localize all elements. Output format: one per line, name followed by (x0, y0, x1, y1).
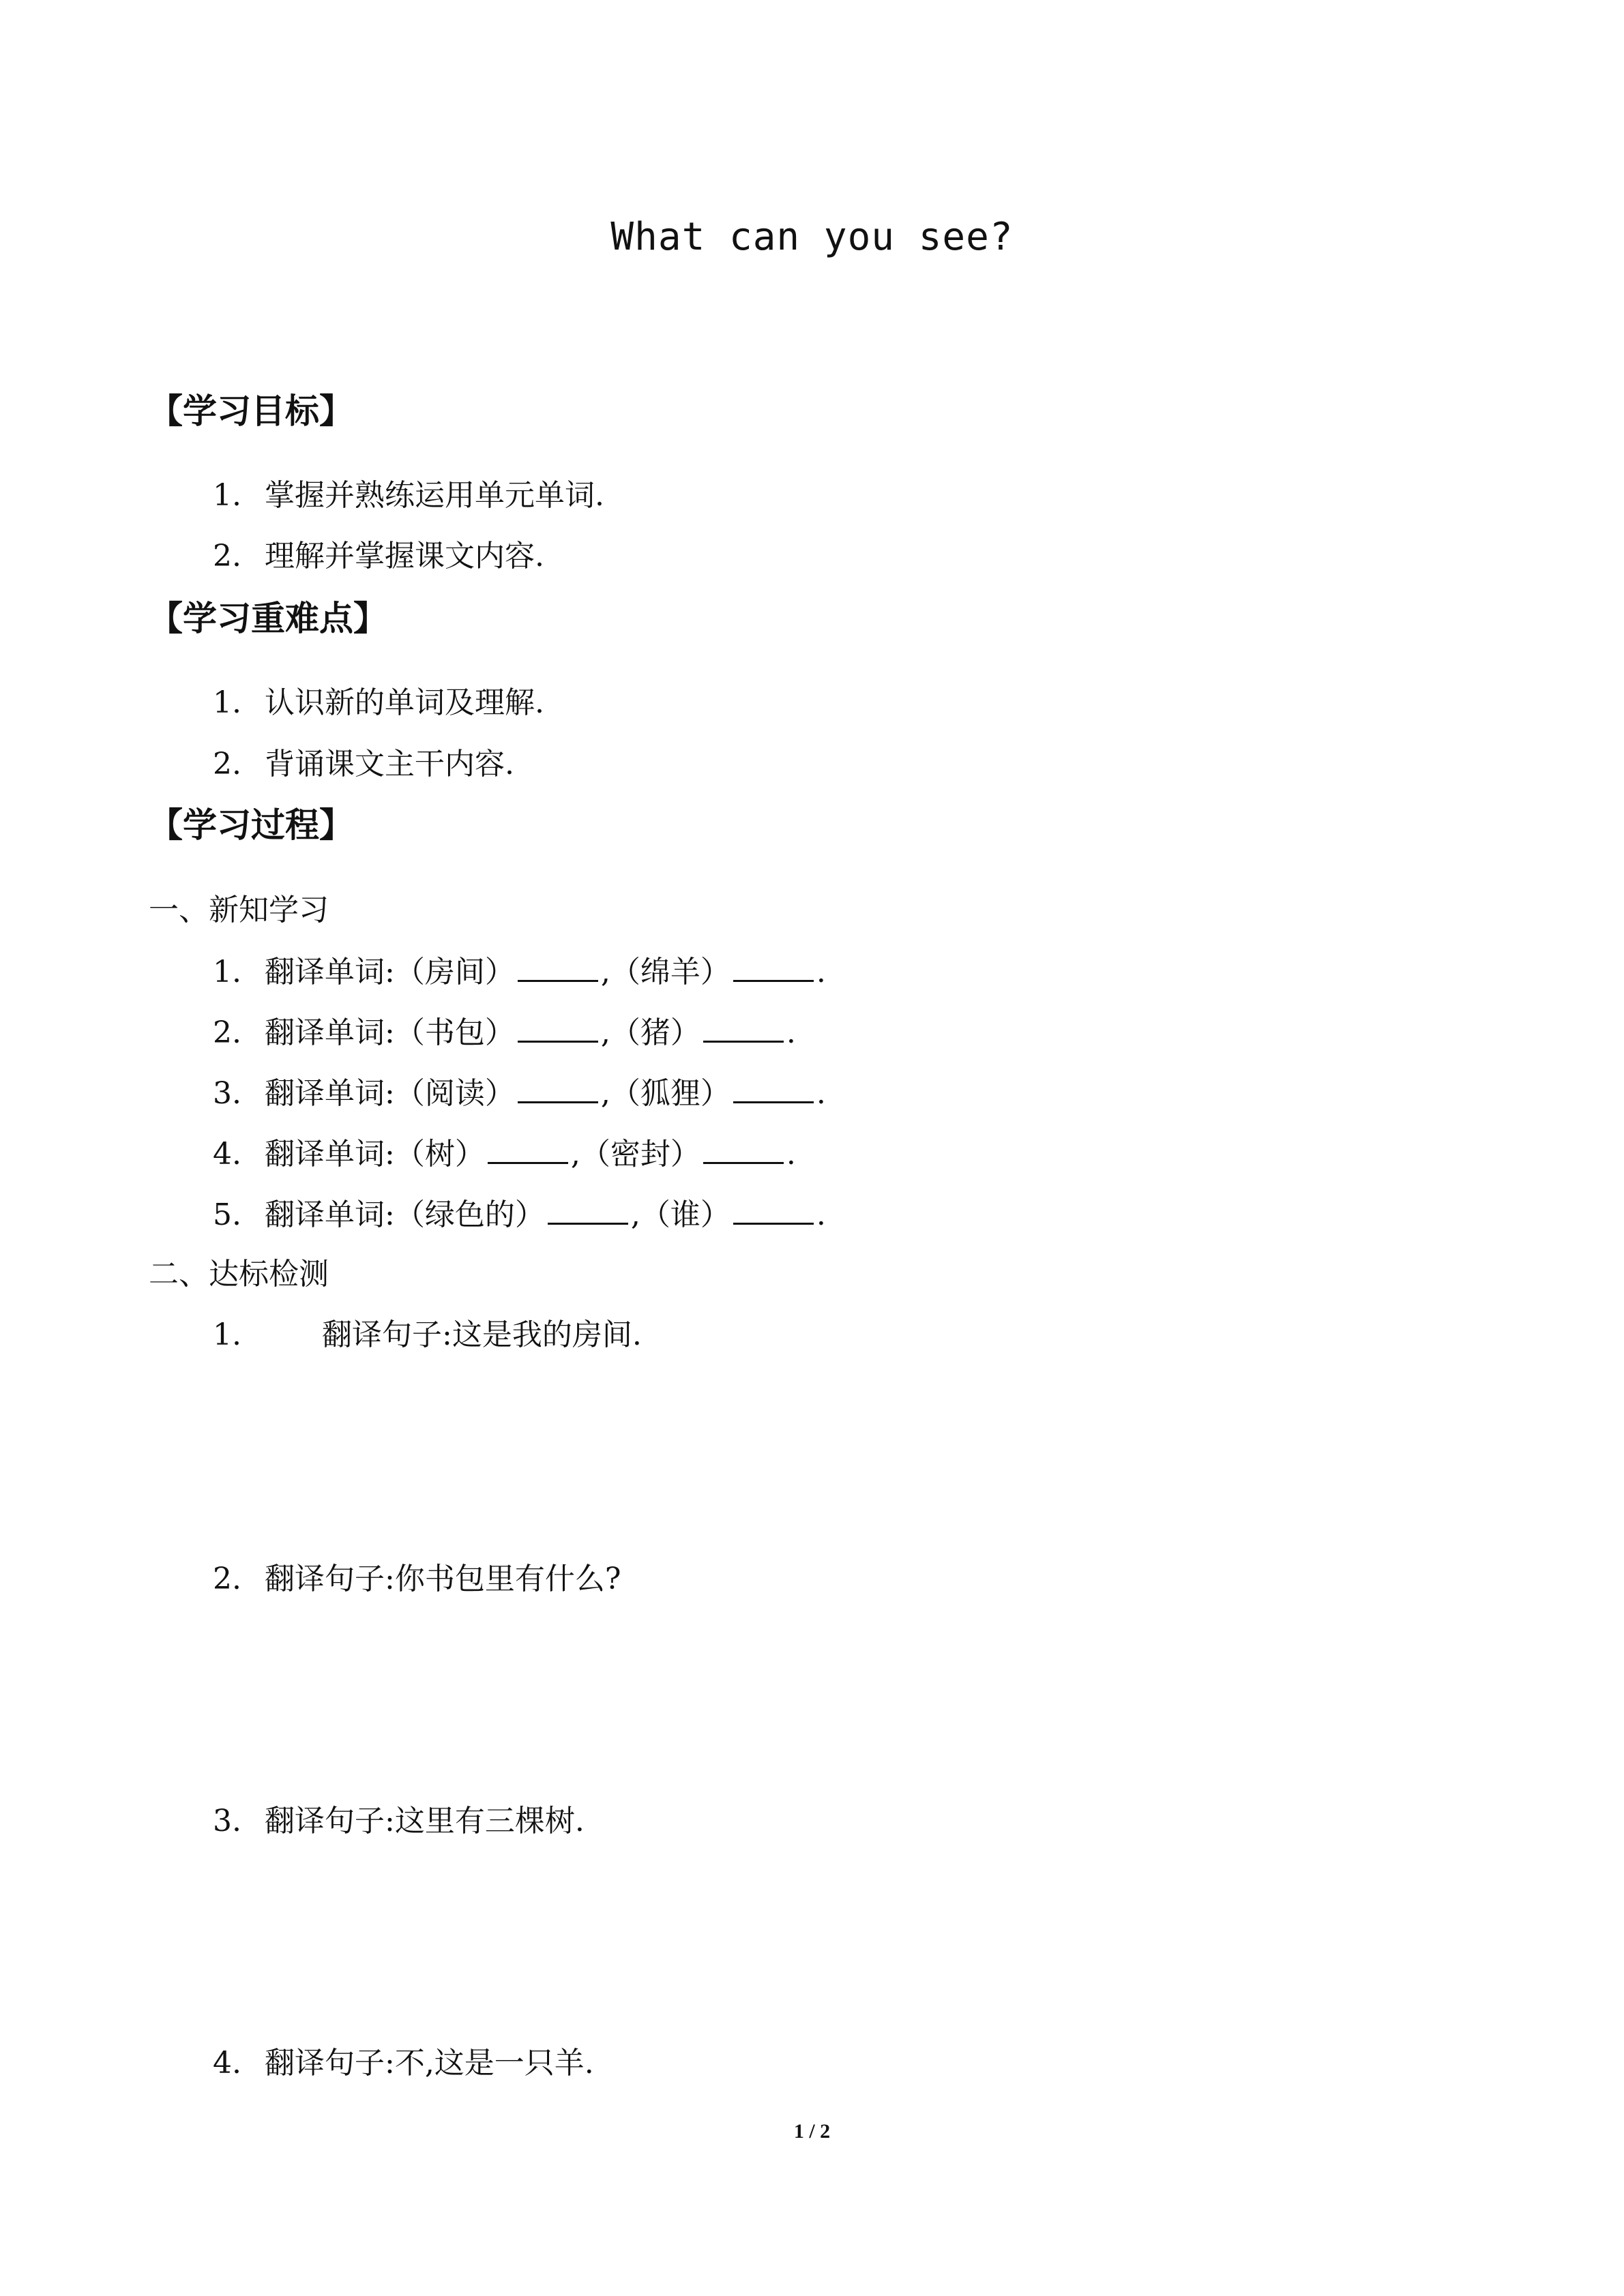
item-number: 2. (213, 539, 241, 573)
sentence-translation-item: 3. 翻译句子:这里有三棵树. (213, 1804, 585, 1838)
word-translation-item: 1. 翻译单词:（房间） ,（绵羊） . (213, 950, 826, 994)
answer-blank[interactable] (733, 1193, 814, 1225)
answer-blank[interactable] (518, 950, 598, 982)
sentence-translation-item: 4. 翻译句子:不,这是一只羊. (213, 2046, 594, 2081)
item-text: 理解并掌握课文内容. (265, 539, 544, 573)
item-text: 认识新的单词及理解. (265, 685, 544, 720)
sentence-translation-item: 1. 翻译句子:这是我的房间. (213, 1317, 642, 1352)
item-number: 1. (213, 478, 241, 513)
sentence-translation-item: 2. 翻译句子:你书包里有什么? (213, 1562, 621, 1596)
answer-blank[interactable] (703, 1132, 784, 1164)
word-translation-item: 4. 翻译单词:（树） ,（密封） . (213, 1132, 796, 1176)
word-translation-item: 3. 翻译单词:（阅读） ,（狐狸） . (213, 1071, 826, 1115)
item-text: 背诵课文主干内容. (265, 747, 514, 781)
subsection-label-assessment: 二、达标检测 (149, 1257, 329, 1292)
subsection-label-new-knowledge: 一、新知学习 (149, 893, 329, 927)
list-item (213, 743, 514, 786)
word-translation-item: 5. 翻译单词:（绿色的） ,（谁） . (213, 1193, 826, 1236)
answer-blank[interactable] (518, 1011, 598, 1043)
section-heading-goals: 【学习目标】 (149, 391, 353, 431)
item-number: 2. (213, 747, 241, 781)
word-translation-item: 2. 翻译单词:（书包） ,（猪） . (213, 1011, 796, 1054)
item-number: 1. (213, 685, 241, 720)
answer-blank[interactable] (488, 1132, 568, 1164)
page-title: What can you see? (610, 215, 1014, 259)
page-number: 1 / 2 (793, 2120, 831, 2143)
item-text: 掌握并熟练运用单元单词. (265, 478, 604, 513)
list-item (213, 535, 544, 578)
answer-blank[interactable] (733, 950, 814, 982)
answer-blank[interactable] (548, 1193, 628, 1225)
answer-blank[interactable] (703, 1011, 784, 1043)
answer-blank[interactable] (518, 1071, 598, 1103)
section-heading-process: 【学习过程】 (149, 805, 353, 845)
list-item (213, 475, 604, 517)
list-item (213, 682, 544, 724)
answer-blank[interactable] (733, 1071, 814, 1103)
section-heading-key-points: 【学习重难点】 (149, 599, 387, 638)
